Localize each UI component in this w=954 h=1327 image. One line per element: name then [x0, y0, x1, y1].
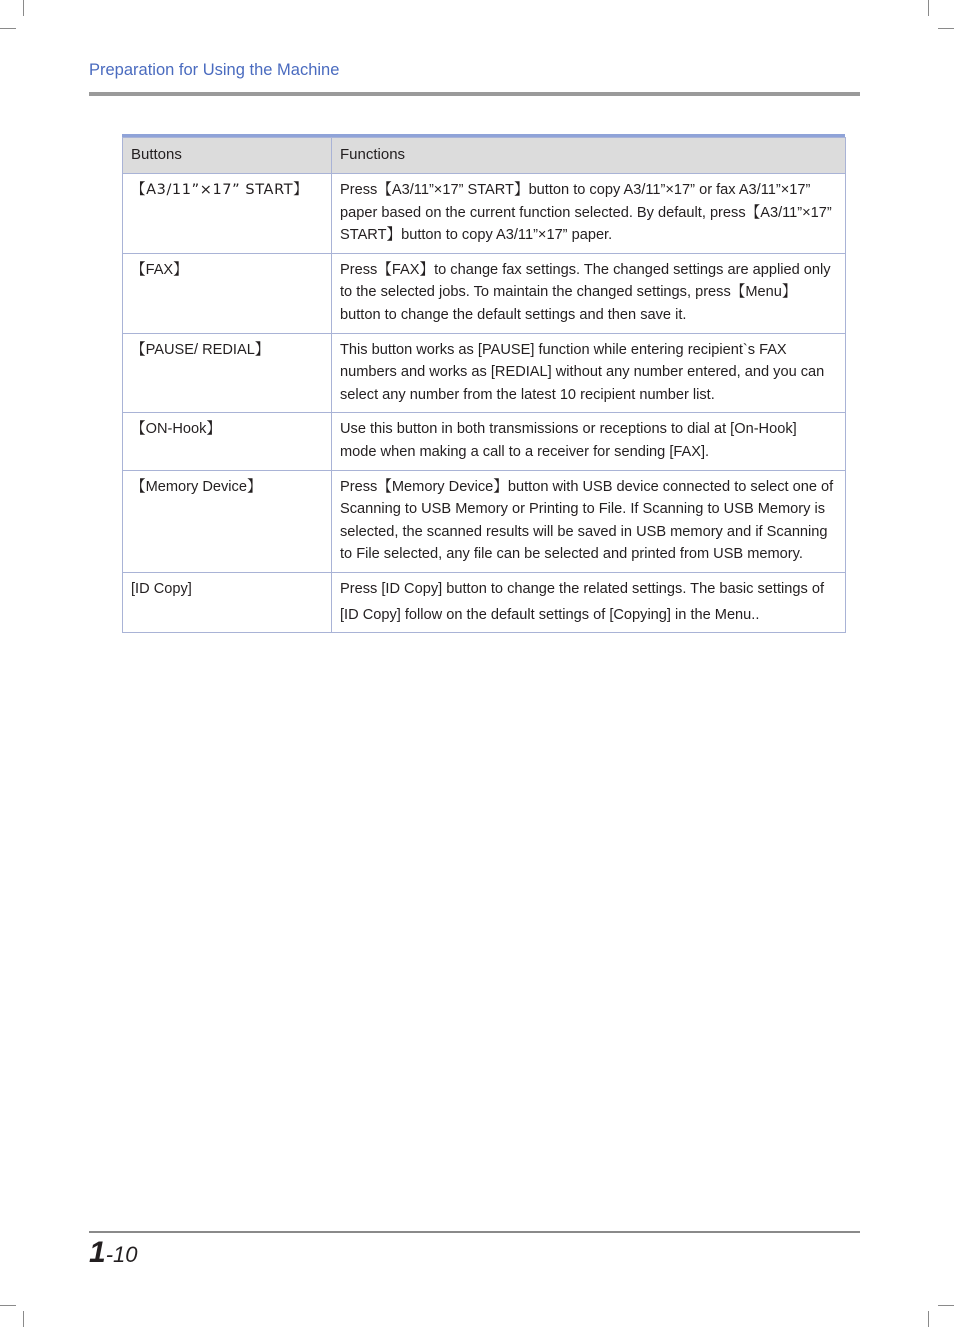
function-description-cell: Press【Memory Device】button with USB device connected to select one of Scanning to USB Memory or Printing to File. If Scanning to USB Memory is selected, the scanned results will be saved in USB memory and if Scanning to File selected, any file can be selected and printed from USB memory. — [332, 470, 846, 572]
header-rule — [89, 92, 860, 96]
button-name-cell: 【ON-Hook】 — [123, 413, 332, 470]
crop-mark — [23, 0, 24, 16]
function-description-cell: Use this button in both transmissions or receptions to dial at [On-Hook] mode when making a call to a receiver for sending [FAX]. — [332, 413, 846, 470]
crop-mark — [938, 1305, 954, 1306]
table-row — [123, 413, 846, 470]
function-description-cell: This button works as [PAUSE] function while entering recipient`s FAX numbers and works as [REDIAL] without any number entered, and you can select any number from the latest 10 recipient number list. — [332, 333, 846, 413]
button-name-cell: 【A3/11”×17” START】 — [123, 174, 332, 254]
function-description-cell: Press【FAX】to change fax settings. The changed settings are applied only to the selected jobs. To maintain the changed settings, press【Menu】button to change the default settings and then save it. — [332, 253, 846, 333]
function-table — [122, 137, 846, 633]
function-description-cell: Press [ID Copy] button to change the related settings. The basic settings of [ID Copy] follow on the default settings of [Copying] in the Menu.. — [332, 572, 846, 632]
table-row — [123, 253, 846, 333]
table-row — [123, 572, 846, 632]
footer-rule — [89, 1231, 860, 1233]
button-name-cell: 【FAX】 — [123, 253, 332, 333]
column-header-functions: Functions — [332, 138, 846, 174]
button-name-cell: 【PAUSE/ REDIAL】 — [123, 333, 332, 413]
page-number — [89, 1236, 137, 1270]
running-header: Preparation for Using the Machine — [89, 61, 340, 79]
function-description-cell: Press【A3/11”×17” START】button to copy A3/11”×17” or fax A3/11”×17” paper based on the current function selected. By default, press【A3/11”×17” START】button to copy A3/11”×17” paper. — [332, 174, 846, 254]
button-name-cell: [ID Copy] — [123, 572, 332, 632]
table-row — [123, 174, 846, 254]
table-row — [123, 470, 846, 572]
buttons-functions-table — [122, 134, 845, 633]
table-row — [123, 333, 846, 413]
page-index: -10 — [105, 1242, 138, 1267]
column-header-buttons: Buttons — [123, 138, 332, 174]
crop-mark — [938, 28, 954, 29]
crop-mark — [0, 1305, 16, 1306]
crop-mark — [0, 28, 16, 29]
crop-mark — [928, 0, 929, 16]
crop-mark — [23, 1311, 24, 1327]
button-name-cell: 【Memory Device】 — [123, 470, 332, 572]
chapter-number: 1 — [89, 1236, 106, 1269]
crop-mark — [928, 1311, 929, 1327]
table-header-row — [123, 138, 846, 174]
